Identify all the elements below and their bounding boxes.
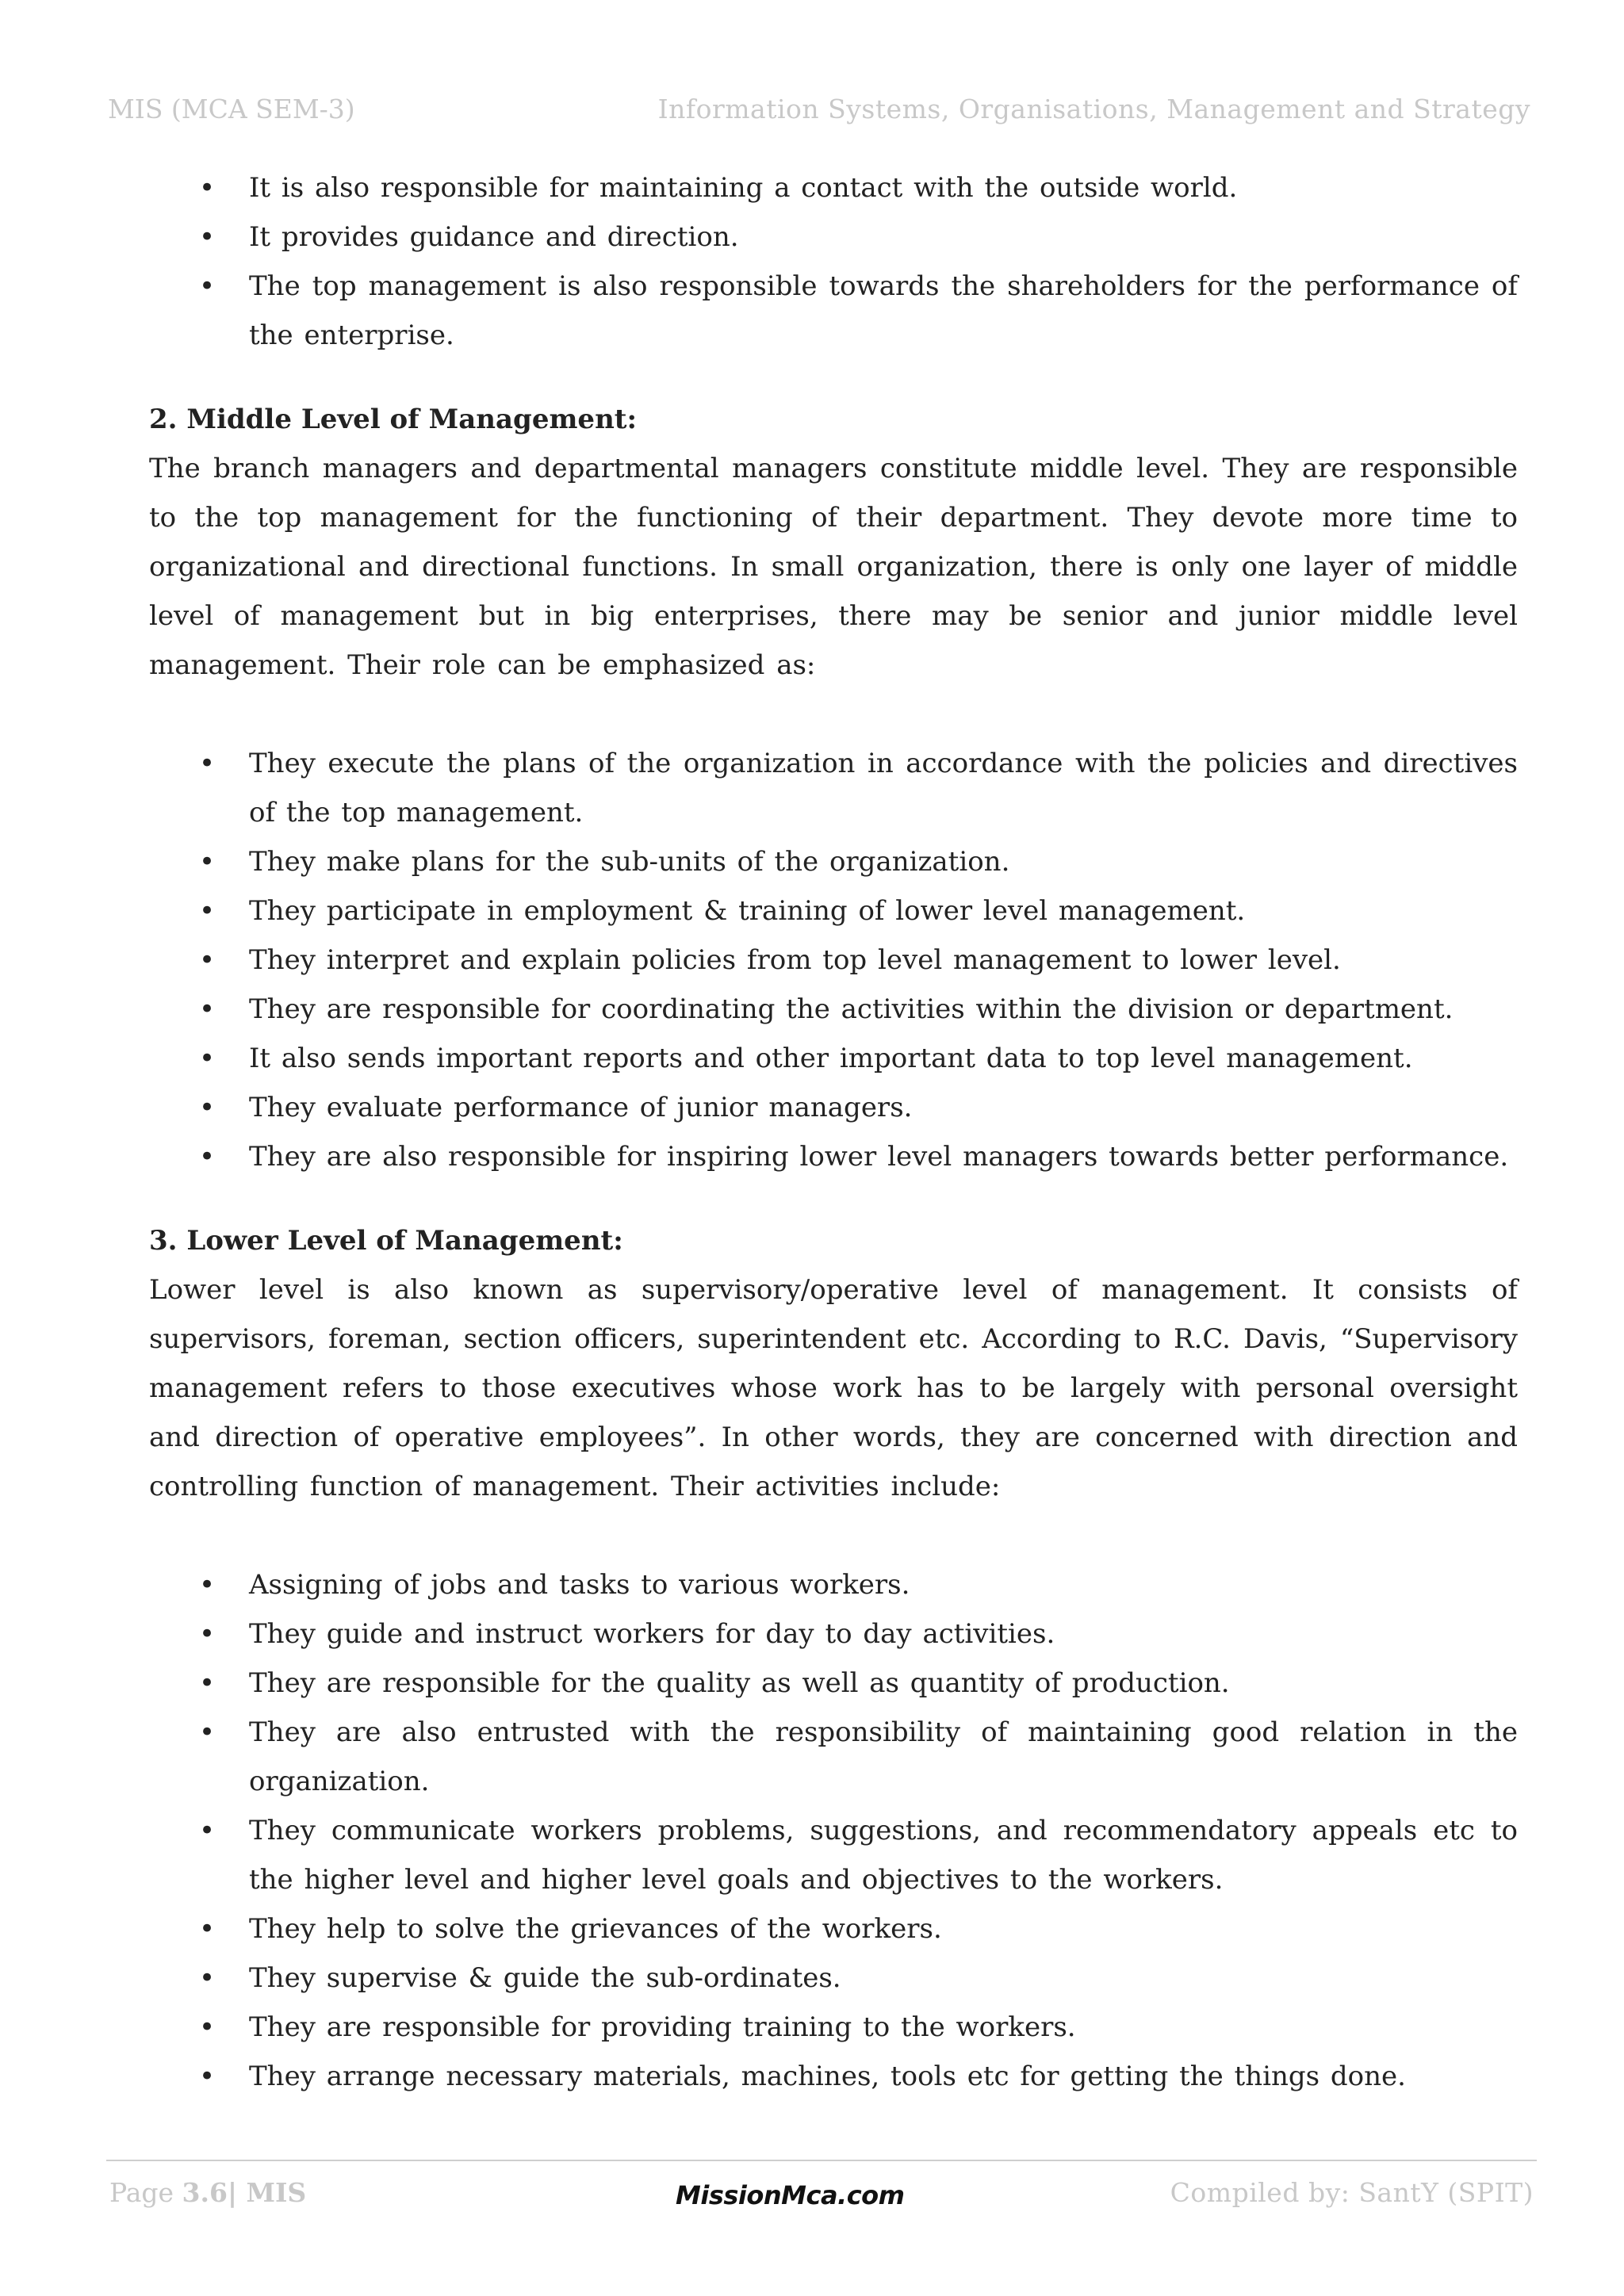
footer-compiled-by: Compiled by: SantY (SPIT) <box>1170 2177 1534 2208</box>
middle-level-bullet-list <box>149 739 1518 1181</box>
footer-page-number: 3.6 <box>182 2177 228 2208</box>
list-item: • They are also entrusted with the responsibility of maintaining good relation in the organization. <box>149 1708 1518 1806</box>
list-item: • They supervise & guide the sub-ordinates. <box>149 1954 1518 2003</box>
page-footer <box>109 2177 1534 2217</box>
list-item: • They are responsible for coordinating the activities within the division or department. <box>149 985 1518 1034</box>
list-item: • They guide and instruct workers for day to day activities. <box>149 1609 1518 1659</box>
list-item: • They are responsible for providing training to the workers. <box>149 2003 1518 2052</box>
lower-level-bullet-list <box>149 1560 1518 2101</box>
list-item: • It provides guidance and direction. <box>149 212 1518 262</box>
list-item: • They help to solve the grievances of the workers. <box>149 1904 1518 1954</box>
header-course-label: MIS (MCA SEM-3) <box>108 94 355 124</box>
list-item: • They evaluate performance of junior managers. <box>149 1083 1518 1132</box>
lower-level-paragraph: Lower level is also known as supervisory/operative level of management. It consists of supervisors, foreman, section officers, superintendent etc. According to R.C. Davis, “Supervisory management refers to those executives whose work has to be largely with personal oversight and direction of operative employees”. In other words, they are concerned with direction and controlling function of management. Their activities include: <box>149 1274 1518 1502</box>
page-header <box>108 94 1530 132</box>
list-item: • The top management is also responsible towards the shareholders for the performance of the enterprise. <box>149 262 1518 360</box>
lower-level-heading: 3. Lower Level of Management: <box>149 1225 623 1257</box>
middle-level-heading: 2. Middle Level of Management: <box>149 404 638 435</box>
footer-site-logo: MissionMca.com <box>676 2180 905 2210</box>
list-item: • They interpret and explain policies from top level management to lower level. <box>149 936 1518 985</box>
list-item: • Assigning of jobs and tasks to various workers. <box>149 1560 1518 1609</box>
footer-page-info <box>109 2177 306 2208</box>
top-management-bullet-list <box>149 163 1518 360</box>
list-item: • They arrange necessary materials, machines, tools etc for getting the things done. <box>149 2052 1518 2101</box>
list-item: • They make plans for the sub-units of the organization. <box>149 837 1518 886</box>
list-item: • They communicate workers problems, suggestions, and recommendatory appeals etc to the higher level and higher level goals and objectives to the workers. <box>149 1806 1518 1904</box>
document-body <box>149 163 1518 2101</box>
list-item: • It is also responsible for maintaining a contact with the outside world. <box>149 163 1518 212</box>
list-item: • They are responsible for the quality as well as quantity of production. <box>149 1659 1518 1708</box>
footer-page-prefix: Page <box>109 2177 182 2208</box>
header-chapter-title: Information Systems, Organisations, Management and Strategy <box>657 94 1530 124</box>
list-item: • It also sends important reports and other important data to top level management. <box>149 1034 1518 1083</box>
list-item: • They execute the plans of the organization in accordance with the policies and directives of the top management. <box>149 739 1518 837</box>
list-item: • They are also responsible for inspiring lower level managers towards better performance. <box>149 1132 1518 1181</box>
middle-level-paragraph: The branch managers and departmental managers constitute middle level. They are responsible to the top management for the functioning of their department. They devote more time to organizational and directional functions. In small organization, there is only one layer of middle level of management but in big enterprises, there may be senior and junior middle level management. Their role can be emphasized as: <box>149 453 1518 681</box>
footer-divider <box>106 2160 1537 2161</box>
footer-page-suffix: | MIS <box>227 2177 307 2208</box>
list-item: • They participate in employment & training of lower level management. <box>149 886 1518 936</box>
